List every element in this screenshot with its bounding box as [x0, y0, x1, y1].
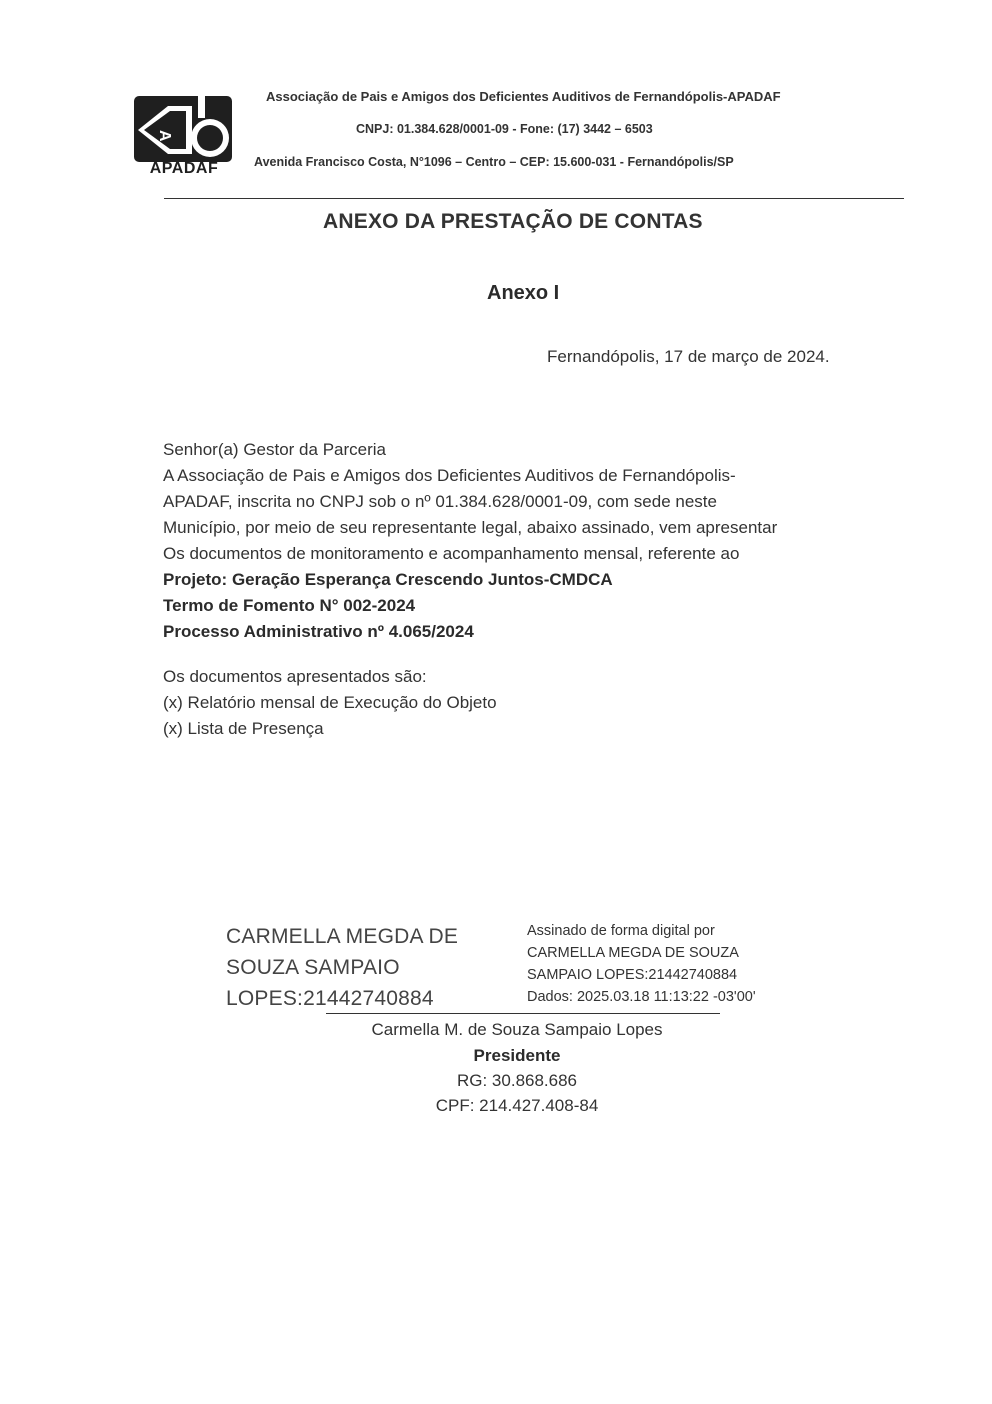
- signer-stamp: [226, 921, 458, 1014]
- project-line: Projeto: Geração Esperança Crescendo Juntos-CMDCA: [163, 570, 613, 589]
- apadaf-logo: [134, 94, 234, 182]
- organization-contact: CNPJ: 01.384.628/0001-09 - Fone: (17) 3442 – 6503: [356, 122, 653, 136]
- digital-line: Assinado de forma digital por: [527, 923, 715, 939]
- document-item: (x) Relatório mensal de Execução do Objeto: [163, 693, 497, 712]
- document-date: Fernandópolis, 17 de março de 2024.: [547, 347, 830, 366]
- signer-name: Carmella M. de Souza Sampaio Lopes: [371, 1020, 663, 1039]
- paragraph-line: Os documentos de monitoramento e acompanhamento mensal, referente ao: [163, 544, 740, 563]
- documents-intro: Os documentos apresentados são:: [163, 667, 427, 686]
- paragraph-line: A Associação de Pais e Amigos dos Deficientes Auditivos de Fernandópolis-: [163, 466, 736, 485]
- digital-signature-details: [527, 920, 756, 1008]
- signer-cpf: CPF: 214.427.408-84: [435, 1096, 599, 1115]
- organization-name: Associação de Pais e Amigos dos Deficientes Auditivos de Fernandópolis-APADAF: [266, 89, 781, 104]
- logo-letter: A: [156, 130, 173, 142]
- logo-text: APADAF: [149, 160, 219, 177]
- paragraph-line: Município, por meio de seu representante legal, abaixo assinado, vem apresentar: [163, 518, 778, 537]
- documents-list: [163, 664, 497, 742]
- signer-line: SOUZA SAMPAIO: [226, 956, 400, 979]
- signer-line: CARMELLA MEGDA DE: [226, 925, 459, 948]
- document-subtitle: Anexo I: [487, 282, 560, 304]
- organization-address: Avenida Francisco Costa, N°1096 – Centro – CEP: 15.600-031 - Fernandópolis/SP: [254, 155, 734, 169]
- document-item: (x) Lista de Presença: [163, 719, 324, 738]
- process-line: Processo Administrativo nº 4.065/2024: [163, 622, 474, 641]
- signer-role: Presidente: [473, 1046, 561, 1065]
- term-line: Termo de Fomento N° 002-2024: [163, 596, 416, 615]
- signer-rg: RG: 30.868.686: [456, 1071, 578, 1090]
- document-title: ANEXO DA PRESTAÇÃO DE CONTAS: [323, 210, 703, 233]
- letter-body: [163, 437, 777, 645]
- greeting: Senhor(a) Gestor da Parceria: [163, 440, 386, 459]
- digital-line: Dados: 2025.03.18 11:13:22 -03'00': [527, 989, 756, 1005]
- signature-line: [326, 1013, 720, 1014]
- header-divider: [164, 198, 904, 199]
- signer-line: LOPES:21442740884: [226, 987, 434, 1010]
- paragraph-line: APADAF, inscrita no CNPJ sob o nº 01.384.628/0001-09, com sede neste: [163, 492, 717, 511]
- digital-line: SAMPAIO LOPES:21442740884: [527, 967, 738, 983]
- digital-line: CARMELLA MEGDA DE SOUZA: [527, 945, 739, 961]
